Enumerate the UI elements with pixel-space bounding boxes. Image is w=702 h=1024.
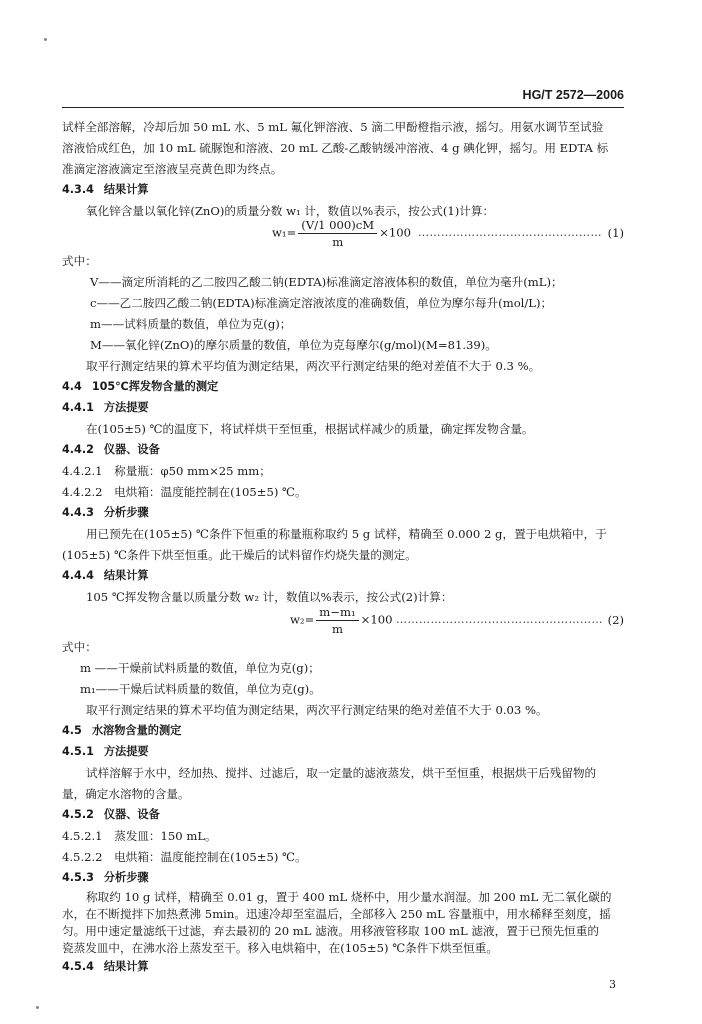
section-heading-4-4-3 [62,504,149,522]
section-title: 仪器、设备 [103,443,160,456]
formula-fraction [316,605,358,636]
section-heading-4-5 [62,722,181,740]
section-title: 方法提要 [103,745,149,758]
paragraph-line: 量，确定水溶物的含量。 [62,787,190,801]
paragraph-line: 105 ℃挥发物含量以质量分数 w₂ 计，数值以%表示，按公式(2)计算： [86,590,453,604]
section-number: 4.4.1 [62,401,94,414]
formula-1 [272,218,411,249]
variable-definition: c——乙二胺四乙酸二钠(EDTA)标准滴定溶液浓度的准确数值，单位为摩尔每升(mol/L)； [90,296,553,310]
list-item: 4.4.2.2 电烘箱：温度能控制在(105±5) ℃。 [62,485,307,499]
section-heading-4-4-1 [62,399,149,417]
formula-2 [290,605,393,636]
paragraph-line: 在(105±5) ℃的温度下，将试样烘干至恒重，根据试样减少的质量，确定挥发物含量。 [86,422,534,436]
formula-fraction [298,218,377,249]
section-title: 结果计算 [103,960,149,973]
formula-lhs: w₂= [290,612,315,627]
formula-leader-dots: ………………………………………… [418,226,602,239]
paragraph-line: 准滴定溶液滴定至溶液呈亮黄色即为终点。 [62,162,283,176]
scan-speck [44,38,47,41]
list-item: 4.5.2.2 电烘箱：温度能控制在(105±5) ℃。 [62,850,307,864]
section-heading-4-5-4 [62,958,149,976]
section-number: 4.5.1 [62,745,94,758]
variable-definition: M——氧化锌(ZnO)的摩尔质量的数值，单位为克每摩尔(g/mol)(M=81.39)。 [90,338,497,352]
variable-definition: V——滴定所消耗的乙二胺四乙酸二钠(EDTA)标准滴定溶液体积的数值，单位为毫升(mL)； [90,275,563,289]
section-heading-4-5-1 [62,743,149,761]
variable-definition: m ——干燥前试料质量的数值，单位为克(g)； [80,661,320,675]
section-heading-4-4-4 [62,567,149,585]
section-title: 结果计算 [103,183,149,196]
formula-numerator: (V/1 000)cM [298,218,377,234]
scan-speck [36,1006,39,1009]
section-title: 方法提要 [103,401,149,414]
paragraph-line: 氧化锌含量以氧化锌(ZnO)的质量分数 w₁ 计，数值以%表示，按公式(1)计算： [86,204,495,218]
paragraph-line: 匀。用中速定量滤纸干过滤，弃去最初的 20 mL 滤液。用移液管移取 100 mL 滤液，置于已预先恒重的 [62,924,599,938]
section-heading-4-5-2 [62,806,160,824]
section-title: 结果计算 [103,569,149,582]
section-number: 4.5.2 [62,808,94,821]
formula-tail: ×100 [379,225,412,240]
list-item: 4.4.2.1 称量瓶：φ50 mm×25 mm； [62,464,271,478]
section-heading-4-3-4 [62,181,149,199]
paragraph-line: 试样溶解于水中，经加热、搅拌、过滤后，取一定量的滤液蒸发，烘干至恒重，根据烘干后残留物的 [86,766,597,780]
section-heading-4-4 [62,378,218,396]
section-title: 105℃挥发物含量的测定 [91,380,219,393]
section-number: 4.5 [62,724,82,737]
paragraph-line: 水，在不断搅拌下加热煮沸 5min。迅速冷却至室温后，全部移入 250 mL 容量瓶中，用水稀释至刻度，摇 [62,907,611,921]
paragraph-line: (105±5) ℃条件下烘至恒重。此干燥后的试料留作灼烧失量的测定。 [62,548,417,562]
section-heading-4-5-3 [62,869,149,887]
section-title: 分析步骤 [103,871,149,884]
section-number: 4.4.2 [62,443,94,456]
formula-lhs: w₁= [272,225,297,240]
where-label: 式中： [62,640,97,654]
paragraph-line: 取平行测定结果的算术平均值为测定结果，两次平行测定结果的绝对差值不大于 0.3 %。 [86,359,541,373]
page-number: 3 [609,978,616,991]
paragraph-line: 用已预先在(105±5) ℃条件下恒重的称量瓶称取约 5 g 试样，精确至 0.000 2 g，置于电烘箱中，于 [86,527,607,541]
formula-denominator: m [332,235,344,249]
section-title: 分析步骤 [103,506,149,519]
standard-number: HG/T 2572—2006 [522,88,624,102]
variable-definition: m₁——干燥后试料质量的数值，单位为克(g)。 [80,682,321,696]
formula-denominator: m [331,622,343,636]
where-label: 式中： [62,254,97,268]
list-item: 4.5.2.1 蒸发皿：150 mL。 [62,829,217,843]
formula-tail: ×100 [360,612,393,627]
section-number: 4.4.3 [62,506,94,519]
paragraph-line: 瓷蒸发皿中，在沸水浴上蒸发至干。移入电烘箱中，在(105±5) ℃条件下烘至恒重。 [62,941,498,955]
header-rule [62,107,624,108]
section-number: 4.5.3 [62,871,94,884]
section-number: 4.5.4 [62,960,94,973]
section-title: 仪器、设备 [103,808,160,821]
equation-number: (1) [607,226,624,240]
equation-number: (2) [607,613,624,627]
formula-numerator: m−m₁ [316,605,358,621]
paragraph-line: 称取约 10 g 试样，精确至 0.01 g，置于 400 mL 烧杯中，用少量水润湿。加 200 mL 无二氧化碳的 [86,890,612,904]
formula-leader-dots: ……………………………………………… [396,613,603,626]
section-heading-4-4-2 [62,441,160,459]
section-number: 4.4 [62,380,82,393]
variable-definition: m——试料质量的数值，单位为克(g)； [90,317,292,331]
paragraph-line: 试样全部溶解，冷却后加 50 mL 水、5 mL 氟化钾溶液、5 滴二甲酚橙指示液，摇匀。用氨水调节至试验 [62,120,604,134]
section-number: 4.3.4 [62,183,94,196]
section-title: 水溶物含量的测定 [91,724,182,737]
paragraph-line: 取平行测定结果的算术平均值为测定结果，两次平行测定结果的绝对差值不大于 0.03 %。 [86,703,548,717]
paragraph-line: 溶液恰成红色，加 10 mL 硫脲饱和溶液、20 mL 乙酸-乙酸钠缓冲溶液、4 g 碘化钾，摇匀。用 EDTA 标 [62,141,609,155]
section-number: 4.4.4 [62,569,94,582]
